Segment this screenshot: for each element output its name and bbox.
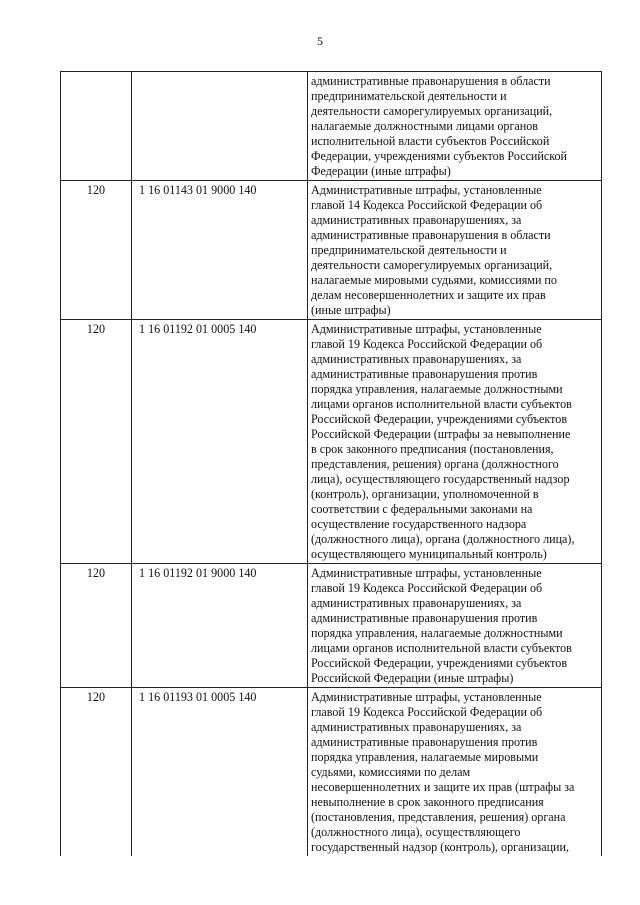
description-line: административных правонарушениях, за	[311, 720, 522, 734]
description-line: предпринимательской деятельности и	[311, 243, 507, 257]
description-line: невыполнение в срок законного предписания	[311, 795, 544, 809]
description-line: Административные штрафы, установленные	[311, 183, 542, 197]
description-line: административные правонарушения против	[311, 367, 538, 381]
description-line: Федерации (иные штрафы)	[311, 164, 451, 178]
description-line: Административные штрафы, установленные	[311, 566, 542, 580]
revenue-code-cell: 1 16 01192 01 0005 140	[132, 320, 308, 564]
description-line: осуществление государственного надзора	[311, 517, 527, 531]
description-line: в срок законного предписания (постановления,	[311, 442, 554, 456]
description-line: главой 19 Кодекса Российской Федерации об	[311, 581, 543, 595]
description-line: главой 19 Кодекса Российской Федерации об	[311, 337, 543, 351]
description-line: лицами органов исполнительной власти субъектов	[311, 397, 572, 411]
description-line: государственный надзор (контроль), организации,	[311, 840, 570, 854]
table-row	[61, 564, 602, 688]
table-row	[61, 72, 602, 181]
description-line: лицами органов исполнительной власти субъектов	[311, 641, 572, 655]
description-line: несовершеннолетних и защите их прав (штрафы за	[311, 780, 575, 794]
description-line: административные правонарушения против	[311, 735, 538, 749]
admin-code-cell: 120	[61, 181, 132, 320]
description-line: (иные штрафы)	[311, 303, 391, 317]
description-line: (постановления, представления, решения) органа	[311, 810, 566, 824]
table-row	[61, 320, 602, 564]
description-line: Федерации, учреждениями субъектов Российской	[311, 149, 568, 163]
description-line: административных правонарушениях, за	[311, 596, 522, 610]
revenue-code-cell: 1 16 01193 01 0005 140	[132, 688, 308, 857]
description-line: делам несовершеннолетних и защите их прав	[311, 288, 546, 302]
revenue-code-cell	[132, 72, 308, 181]
description-line: соответствии с федеральными законами на	[311, 502, 533, 516]
description-line: представления, решения) органа (должностного	[311, 457, 559, 471]
description-line: налагаемые мировыми судьями, комиссиями по	[311, 273, 557, 287]
admin-code-cell: 120	[61, 320, 132, 564]
revenue-codes-table	[60, 71, 602, 856]
description-cell	[308, 564, 602, 688]
description-line: административных правонарушениях, за	[311, 213, 522, 227]
description-line: Российской Федерации (штрафы за невыполнение	[311, 427, 571, 441]
description-line: административные правонарушения против	[311, 611, 538, 625]
description-line: (должностного лица), органа (должностного лица),	[311, 532, 575, 546]
description-line: административные правонарушения в области	[311, 74, 551, 88]
description-line: (должностного лица), осуществляющего	[311, 825, 521, 839]
revenue-code-cell: 1 16 01143 01 9000 140	[132, 181, 308, 320]
table-row	[61, 181, 602, 320]
page-number: 5	[317, 34, 323, 48]
description-line: Административные штрафы, установленные	[311, 690, 542, 704]
description-line: Российской Федерации, учреждениями субъектов	[311, 412, 568, 426]
description-line: Российской Федерации, учреждениями субъектов	[311, 656, 568, 670]
description-line: Административные штрафы, установленные	[311, 322, 542, 336]
description-line: административные правонарушения в области	[311, 228, 551, 242]
description-line: лица), осуществляющего государственный надзор	[311, 472, 570, 486]
description-line: порядка управления, налагаемые должностными	[311, 382, 563, 396]
admin-code-cell	[61, 72, 132, 181]
admin-code-cell: 120	[61, 564, 132, 688]
description-line: порядка управления, налагаемые должностными	[311, 626, 563, 640]
description-line: судьями, комиссиями по делам	[311, 765, 471, 779]
description-line: главой 14 Кодекса Российской Федерации об	[311, 198, 543, 212]
revenue-code-cell: 1 16 01192 01 9000 140	[132, 564, 308, 688]
description-line: налагаемые должностными лицами органов	[311, 119, 539, 133]
description-line: деятельности саморегулируемых организаций,	[311, 258, 553, 272]
admin-code-cell: 120	[61, 688, 132, 857]
description-line: предпринимательской деятельности и	[311, 89, 507, 103]
description-line: Российской Федерации (иные штрафы)	[311, 671, 514, 685]
description-line: исполнительной власти субъектов Российской	[311, 134, 550, 148]
description-cell	[308, 320, 602, 564]
description-cell	[308, 181, 602, 320]
table-row	[61, 688, 602, 857]
description-line: (контроль), организации, уполномоченной в	[311, 487, 539, 501]
description-line: главой 19 Кодекса Российской Федерации об	[311, 705, 543, 719]
description-line: деятельности саморегулируемых организаций,	[311, 104, 553, 118]
table-body	[61, 72, 602, 857]
description-cell	[308, 72, 602, 181]
description-line: порядка управления, налагаемые мировыми	[311, 750, 539, 764]
description-line: осуществляющего муниципальный контроль)	[311, 547, 547, 561]
description-line: административных правонарушениях, за	[311, 352, 522, 366]
description-cell	[308, 688, 602, 857]
